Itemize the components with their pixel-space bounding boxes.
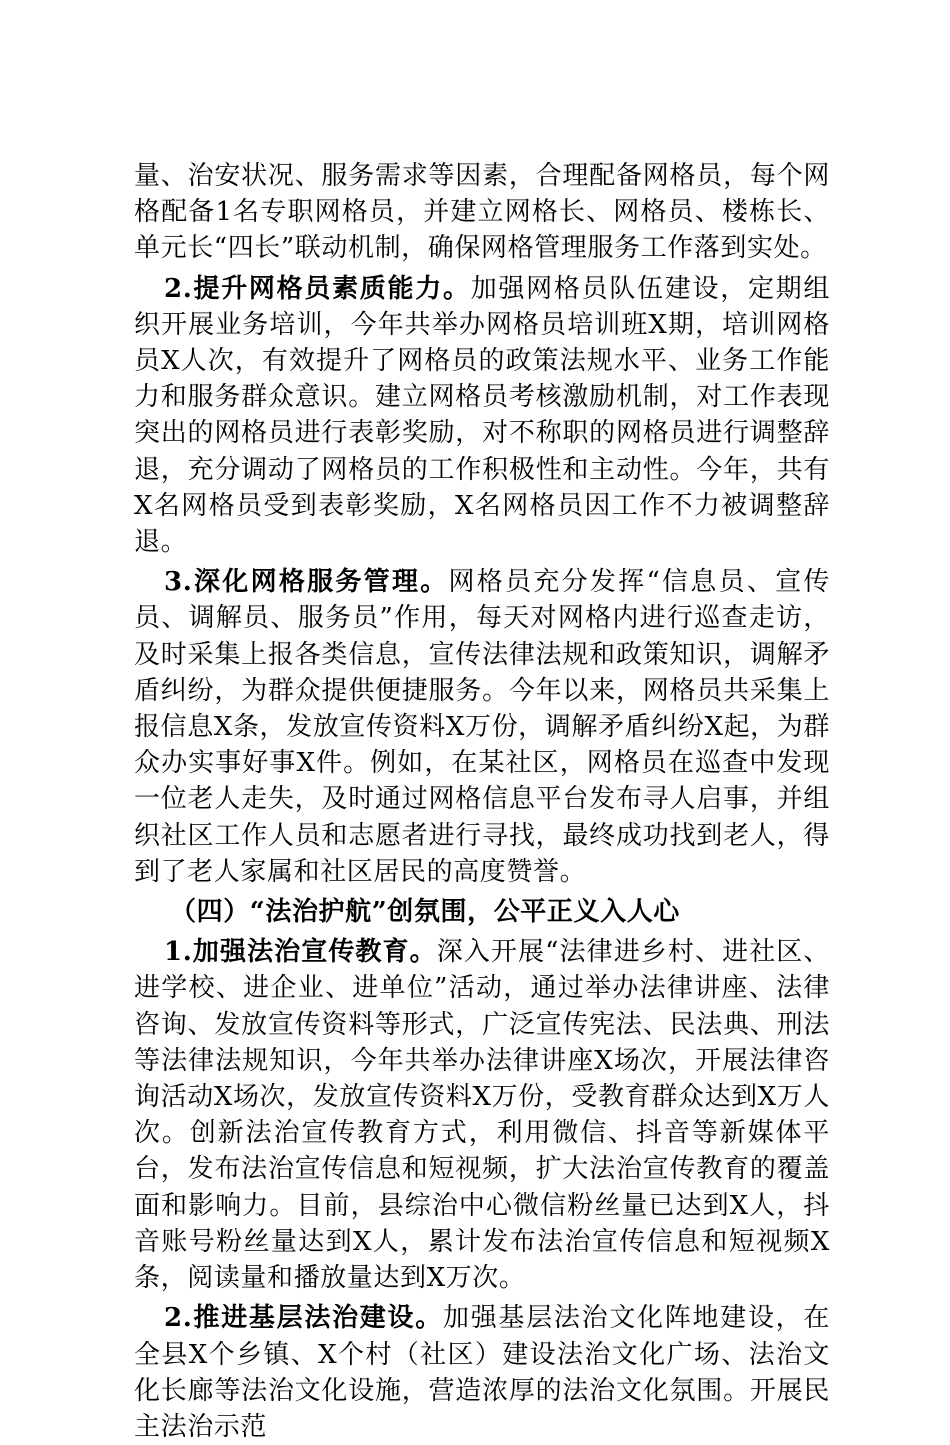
section-heading: （四）“法治护航”创氛围，公平正义入人心 — [170, 897, 680, 928]
paragraph-body: 量、治安状况、服务需求等因素，合理配备网格员，每个网格配备1名专职网格员，并建立网格长、网格员、楼栋长、单元长“四长”联动机制，确保网格管理服务工作落到实处。 — [134, 161, 830, 264]
paragraph-body: 加强基层法治文化阵地建设，在全县X个乡镇、X个村（社区）建设法治文化广场、法治文化长廊等法治文化设施，营造浓厚的法治文化氛围。开展民主法治示范 — [134, 1303, 830, 1442]
paragraph-body: 深入开展“法律进乡村、进社区、进学校、进企业、进单位”活动，通过举办法律讲座、法律咨询、发放宣传资料等形式，广泛宣传宪法、民法典、刑法等法律法规知识，今年共举办法律讲座X场次，开展法律咨询活动X场次，发放宣传资料X万份，受教育群众达到X万人次。创新法治宣传教育方式，利用微信、抖音等新媒体平台，发布法治宣传信息和短视频，扩大法治宣传教育的覆盖面和影响力。目前，县综治中心微信粉丝量已达到X人，抖音账号粉丝量达到X人，累计发布法治宣传信息和短视频X条，阅读量和播放量达到X万次。 — [134, 937, 830, 1294]
paragraph-body: 网格员充分发挥“信息员、宣传员、调解员、服务员”作用，每天对网格内进行巡查走访，及时采集上报各类信息，宣传法律法规和政策知识，调解矛盾纠纷，为群众提供便捷服务。今年以来，网格员共采集上报信息X条，发放宣传资料X万份，调解矛盾纠纷X起，为群众办实事好事X件。例如，在某社区，网格员在巡查中发现一位老人走失，及时通过网格信息平台发布寻人启事，并组织社区工作人员和志愿者进行寻找，最终成功找到老人，得到了老人家属和社区居民的高度赞誉。 — [134, 567, 830, 887]
paragraph-lead: 3.深化网格服务管理。 — [164, 567, 449, 598]
paragraph-grid-service — [134, 564, 830, 890]
paragraph-lead: 1.加强法治宣传教育。 — [164, 937, 437, 968]
paragraph-grid-staff-quality — [134, 271, 830, 561]
paragraph-grid-staffing — [134, 158, 830, 267]
paragraph-legal-education — [134, 934, 830, 1296]
paragraph-grassroots-law — [134, 1300, 830, 1445]
paragraph-body: 加强网格员队伍建设，定期组织开展业务培训，今年共举办网格员培训班X期，培训网格员X人次，有效提升了网格员的政策法规水平、业务工作能力和服务群众意识。建立网格员考核激励机制，对工作表现突出的网格员进行表彰奖励，对不称职的网格员进行调整辞退，充分调动了网格员的工作积极性和主动性。今年，共有X名网格员受到表彰奖励，X名网格员因工作不力被调整辞退。 — [134, 273, 830, 558]
paragraph-lead: 2.推进基层法治建设。 — [164, 1303, 443, 1334]
paragraph-lead: 2.提升网格员素质能力。 — [164, 273, 471, 304]
